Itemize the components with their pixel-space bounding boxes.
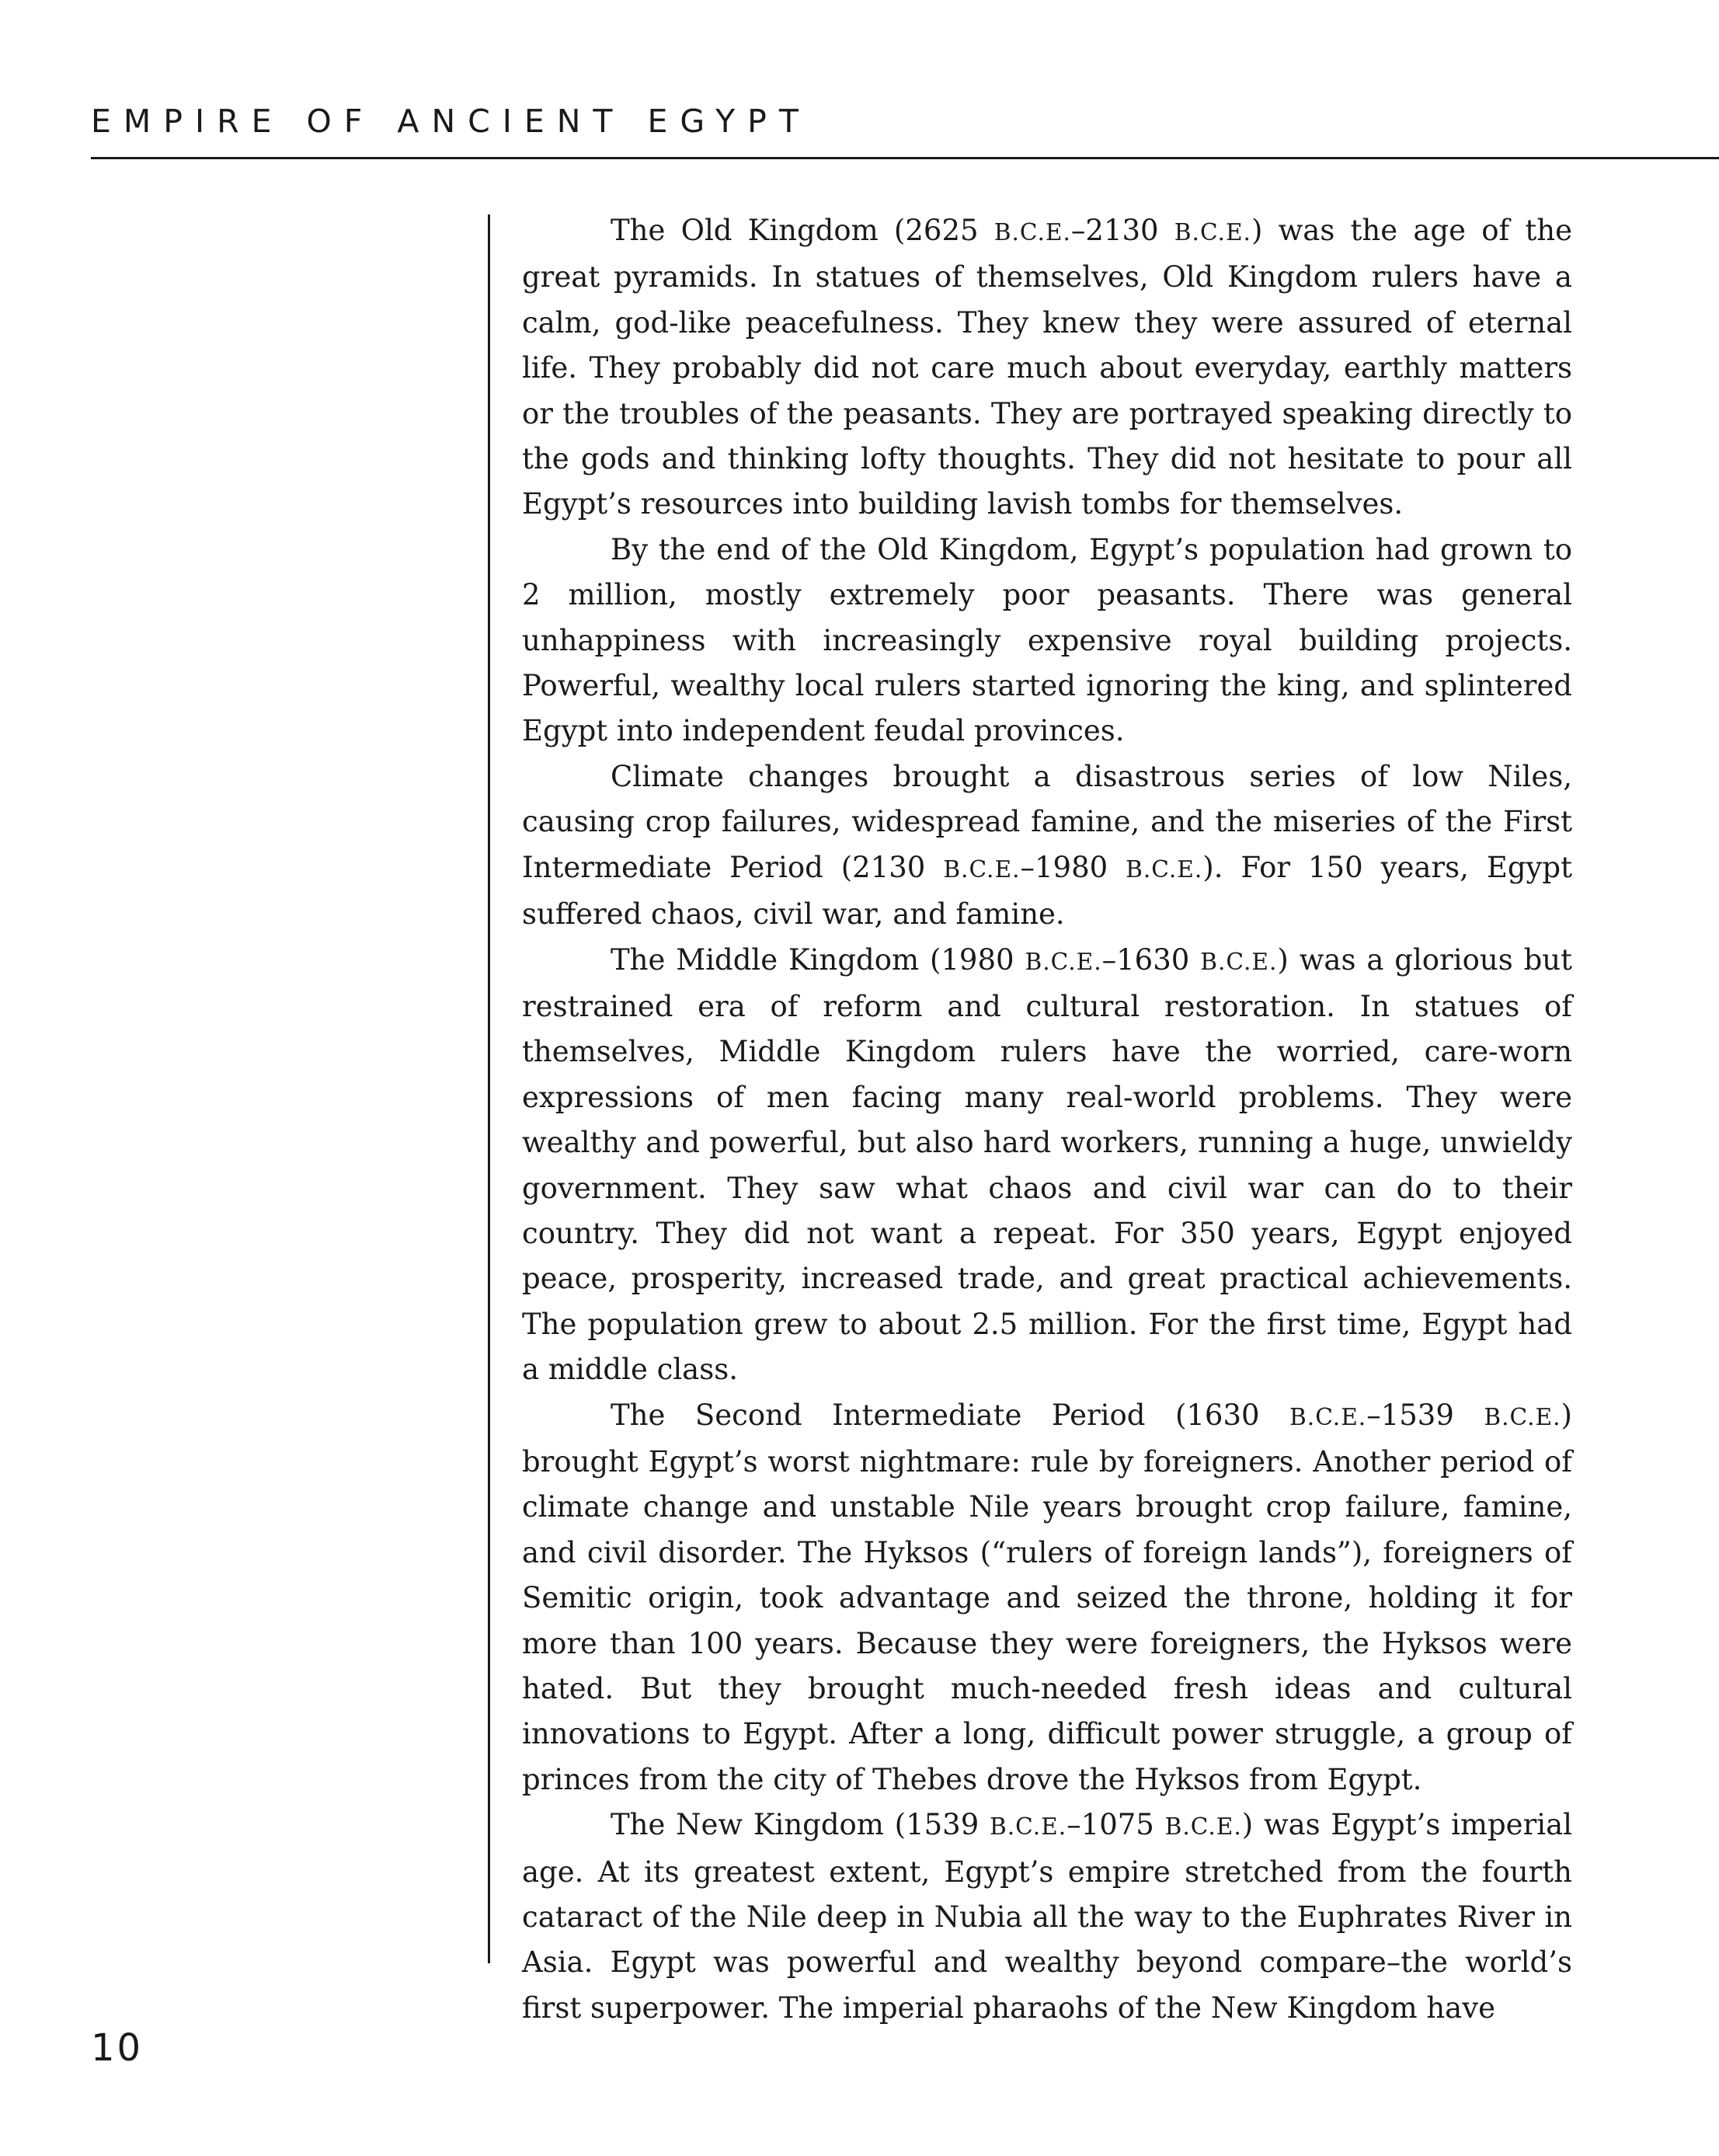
- era-abbrev: B.C.E.: [1164, 1813, 1242, 1841]
- paragraph-text: –1980: [1020, 850, 1126, 884]
- body-text: [522, 208, 1572, 2031]
- paragraph-text: –1539: [1366, 1398, 1484, 1432]
- paragraph-old-kingdom: [522, 208, 1572, 528]
- era-abbrev: B.C.E.: [1174, 219, 1251, 246]
- era-abbrev: B.C.E.: [1484, 1403, 1561, 1430]
- paragraph-text: ) was the age of the great pyramids. In statues of themselves, Old Kingdom rulers have a calm, god-like peacefulness. They knew they were assured of eternal life. They probably did not care much about everyday, earthly matters or the troubles of the peasants. They are portrayed speaking directly to the gods and thinking lofty thoughts. They did not hesitate to pour all Egypt’s resources into building lavish tombs for themselves.: [522, 214, 1572, 521]
- paragraph-text: –1630: [1101, 942, 1201, 977]
- era-abbrev: B.C.E.: [1289, 1403, 1367, 1430]
- paragraph-text: –1075: [1067, 1808, 1165, 1842]
- paragraph-text: ) was a glorious but restrained era of reform and cultural restoration. In statues of themselves, Middle Kingdom rulers have the worried, care-worn expressions of men facing many real-world problems. They were wealthy and powerful, but also hard workers, running a huge, unwieldy government. They saw what chaos and civil war can do to their country. They did not want a repeat. For 350 years, Egypt enjoyed peace, prosperity, increased trade, and great practical achievements. The population grew to about 2.5 million. For the first time, Egypt had a middle class.: [522, 942, 1572, 1387]
- paragraph-text: ) brought Egypt’s worst nightmare: rule by foreigners. Another period of climate change and unstable Nile years brought crop failure, famine, and civil disorder. The Hyksos (“rulers of foreign lands”), foreigners of Semitic origin, took advantage and seized the throne, holding it for more than 100 years. Because they were foreigners, the Hyksos were hated. But they brought much-needed fresh ideas and cultural innovations to Egypt. After a long, difficult power struggle, a group of princes from the city of Thebes drove the Hyksos from Egypt.: [522, 1398, 1572, 1796]
- paragraph-second-intermediate: [522, 1393, 1572, 1803]
- paragraph-text: The Second Intermediate Period (1630: [611, 1398, 1290, 1432]
- paragraph-text: Climate changes brought a disastrous series of low Niles, causing crop failures, widespread famine, and the miseries of the First Intermediate Period (2130: [522, 759, 1572, 884]
- era-abbrev: B.C.E.: [993, 219, 1071, 246]
- era-abbrev: B.C.E.: [990, 1813, 1067, 1841]
- paragraph-text: The Old Kingdom (2625: [611, 214, 994, 247]
- paragraph-text: ) was Egypt’s imperial age. At its greatest extent, Egypt’s empire stretched from the fourth cataract of the Nile deep in Nubia all the way to the Euphrates River in Asia. Egypt was powerful and wealthy beyond compare–the world’s first superpower. The imperial pharaohs of the New Kingdom have: [522, 1808, 1572, 2025]
- paragraph-text: The New Kingdom (1539: [611, 1808, 990, 1842]
- paragraph-population: By the end of the Old Kingdom, Egypt’s population had grown to 2 million, mostly extremely poor peasants. There was general unhappiness with increasingly expensive royal building projects. Powerful, wealthy local rulers started ignoring the king, and splintered Egypt into independent feudal provinces.: [522, 532, 1572, 748]
- page-number: 10: [91, 2026, 144, 2070]
- era-abbrev: B.C.E.: [1126, 855, 1203, 883]
- paragraph-text: The Middle Kingdom (1980: [611, 942, 1025, 977]
- paragraph-text: ). For 150 years, Egypt suffered chaos, civil war, and famine.: [522, 850, 1572, 932]
- running-head: EMPIRE OF ANCIENT EGYPT: [91, 103, 811, 140]
- era-abbrev: B.C.E.: [1200, 948, 1278, 975]
- era-abbrev: B.C.E.: [1025, 948, 1102, 975]
- header-rule: [91, 157, 1719, 159]
- margin-rule: [488, 214, 490, 1963]
- era-abbrev: B.C.E.: [943, 855, 1021, 883]
- paragraph-text: –2130: [1070, 214, 1174, 247]
- paragraph-first-intermediate: [522, 754, 1572, 938]
- paragraph-middle-kingdom: [522, 938, 1572, 1393]
- paragraph-new-kingdom: [522, 1802, 1572, 2031]
